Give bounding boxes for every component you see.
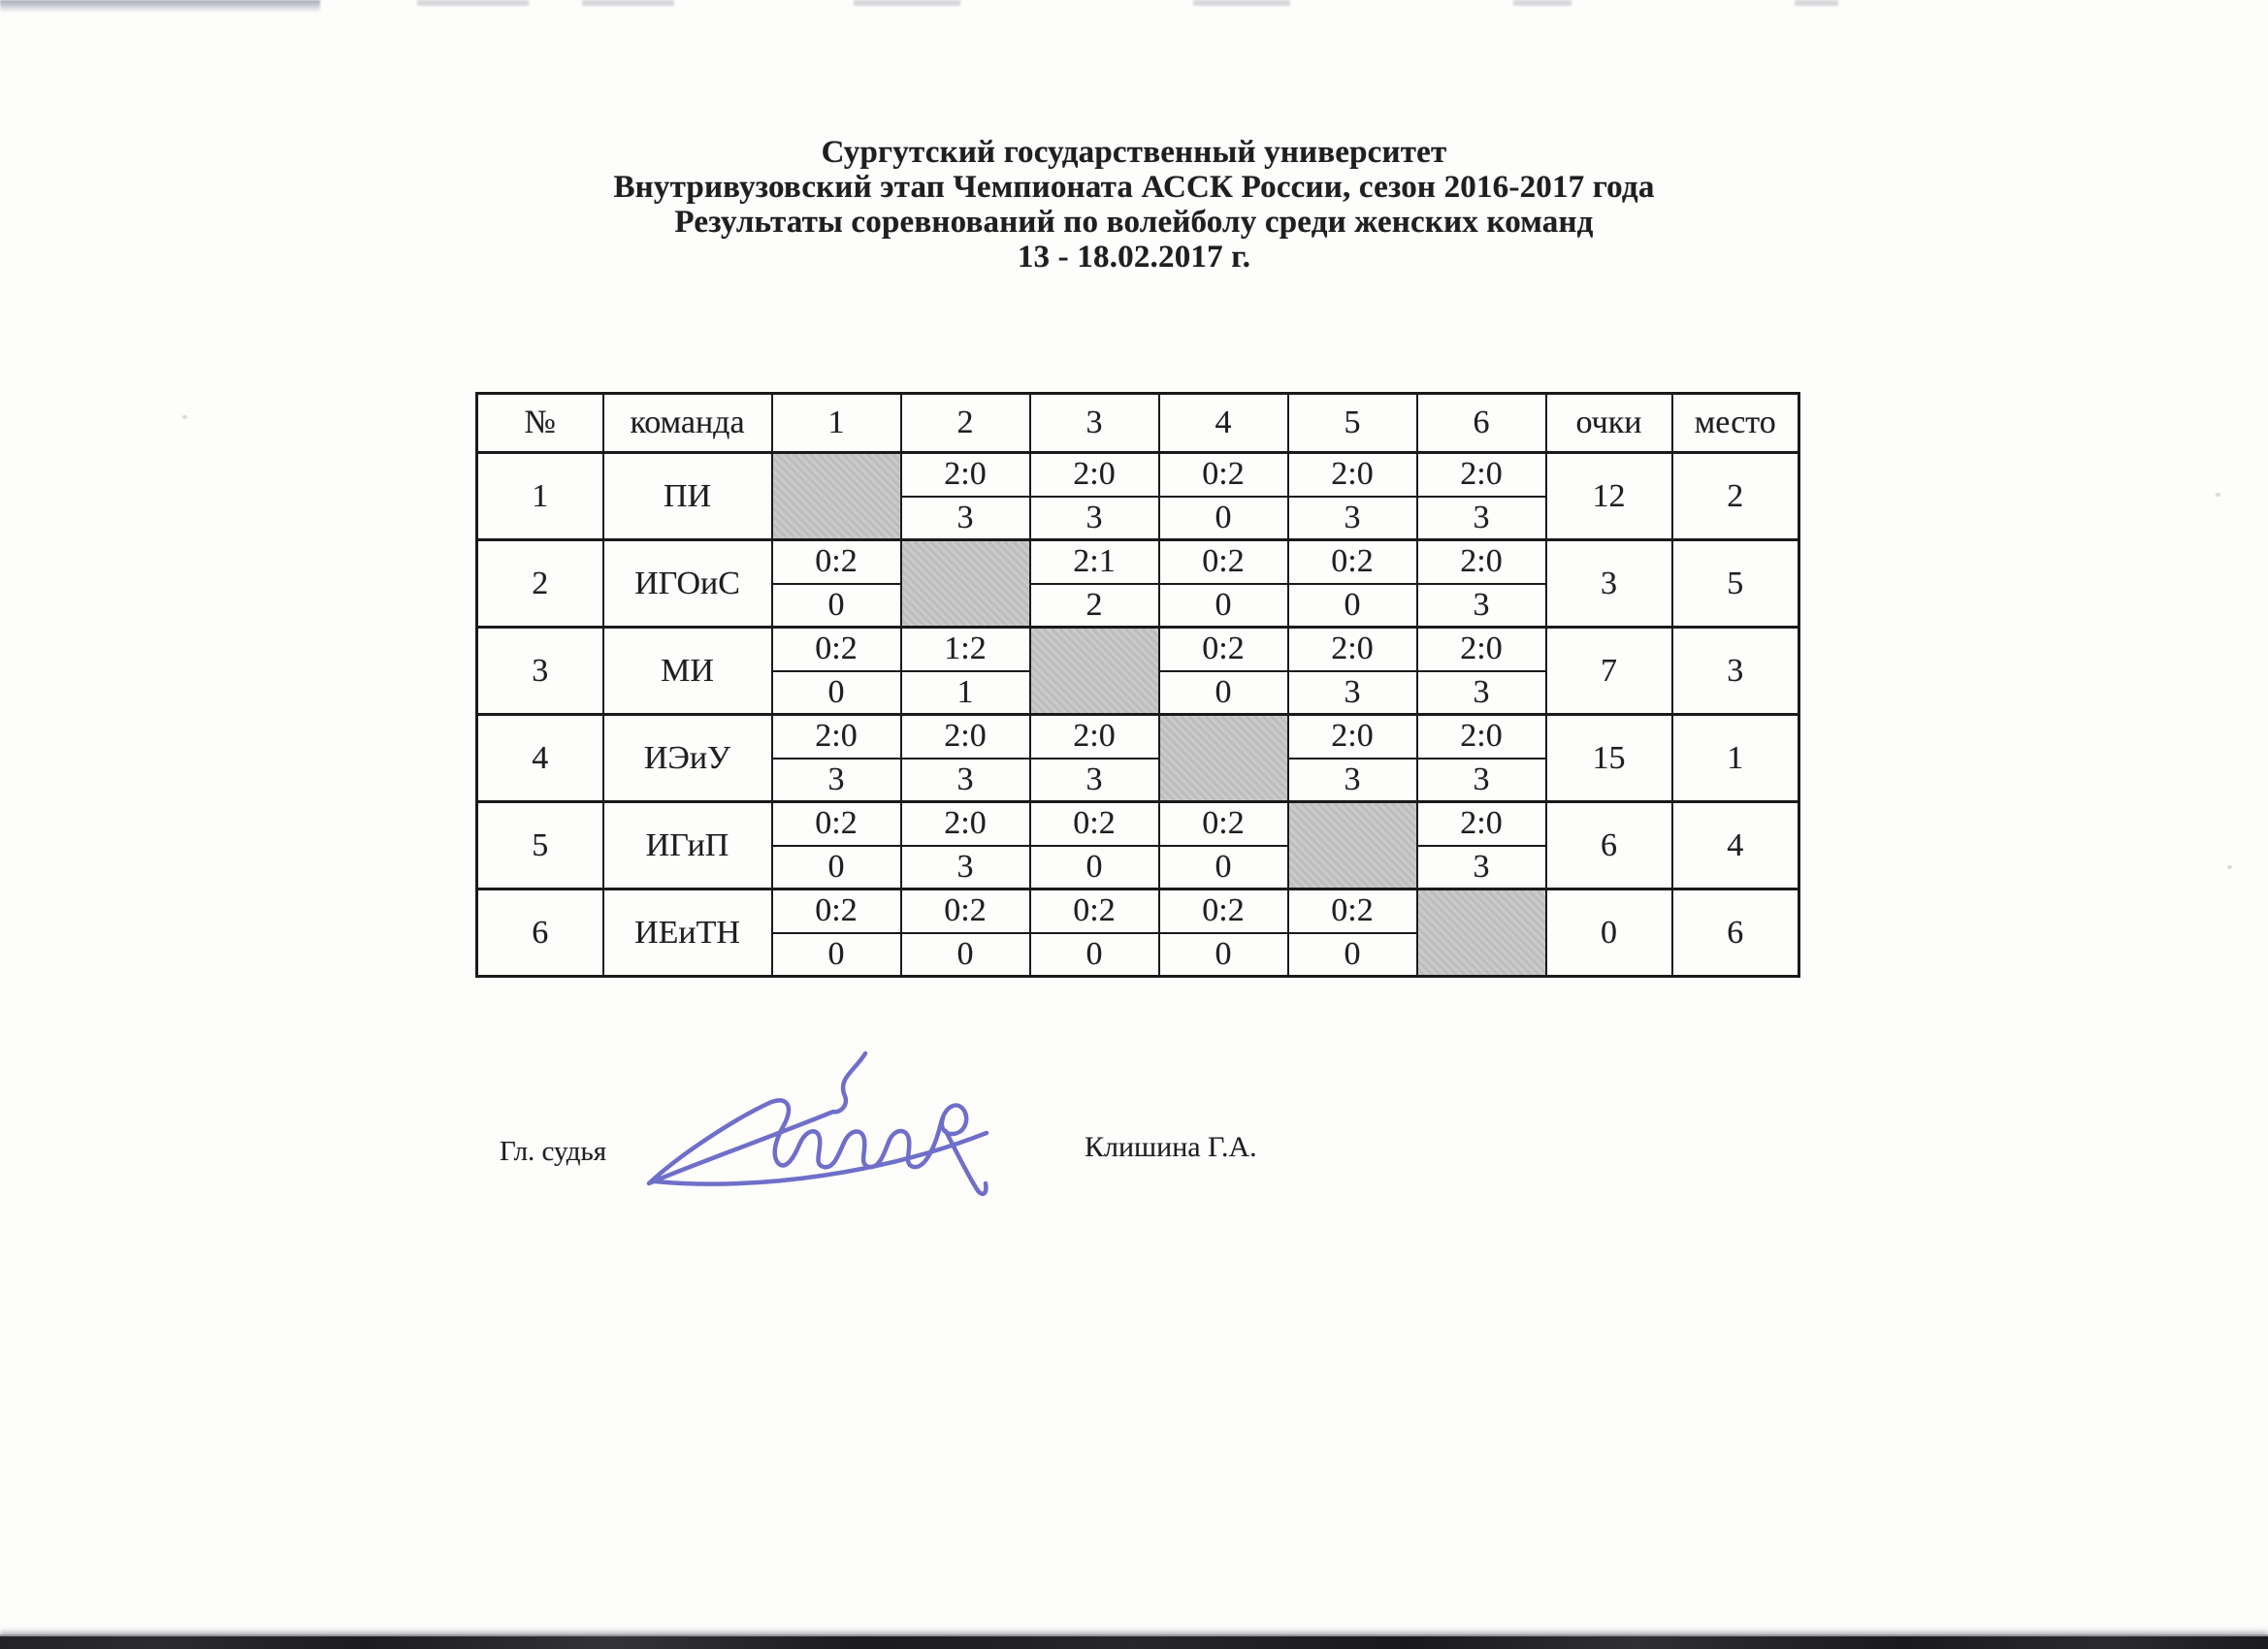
- match-score-cell: 2:0: [1030, 715, 1159, 759]
- match-score-cell: 2:1: [1030, 540, 1159, 584]
- match-score-cell: 2:0: [901, 715, 1030, 759]
- scan-dash: [1193, 0, 1290, 6]
- row-number-cell: 3: [477, 628, 603, 715]
- match-score-cell: 2:0: [1417, 628, 1546, 671]
- column-header-2: 1: [772, 394, 901, 453]
- column-header-4: 3: [1030, 394, 1159, 453]
- match-score-cell: 2:0: [1417, 715, 1546, 759]
- match-score-cell: 0:2: [1159, 628, 1288, 671]
- place-cell: 3: [1672, 628, 1799, 715]
- place-cell: 4: [1672, 802, 1799, 889]
- match-score-cell: 0:2: [1288, 889, 1417, 933]
- match-points-cell: 0: [901, 933, 1030, 977]
- match-points-cell: 0: [1030, 846, 1159, 889]
- match-points-cell: 0: [772, 933, 901, 977]
- scan-smudge-top-left: [0, 0, 320, 13]
- diagonal-shaded-cell: [1159, 715, 1288, 802]
- match-points-cell: 3: [772, 759, 901, 802]
- match-points-cell: 3: [901, 759, 1030, 802]
- match-score-cell: 2:0: [1288, 628, 1417, 671]
- total-points-cell: 7: [1546, 628, 1672, 715]
- judge-label: Гл. судья: [500, 1136, 607, 1167]
- match-score-cell: 2:0: [1417, 540, 1546, 584]
- team-row-5: [477, 802, 1799, 846]
- match-score-cell: 2:0: [901, 802, 1030, 846]
- title-line-2: Внутривузовский этап Чемпионата АССК России, сезон 2016-2017 года: [613, 170, 1655, 205]
- place-cell: 6: [1672, 889, 1799, 977]
- total-points-cell: 12: [1546, 453, 1672, 540]
- match-score-cell: 0:2: [772, 628, 901, 671]
- row-number-cell: 6: [477, 889, 603, 977]
- match-score-cell: 0:2: [1159, 802, 1288, 846]
- match-points-cell: 0: [1288, 933, 1417, 977]
- results-table-header: [477, 394, 1799, 453]
- row-number-cell: 1: [477, 453, 603, 540]
- diagonal-shaded-cell: [772, 453, 901, 540]
- column-header-3: 2: [901, 394, 1030, 453]
- match-score-cell: 2:0: [901, 453, 1030, 497]
- match-points-cell: 0: [1159, 584, 1288, 628]
- match-score-cell: 0:2: [1159, 540, 1288, 584]
- scan-dash: [582, 0, 674, 6]
- judge-name: Клишина Г.А.: [1085, 1131, 1257, 1163]
- team-name-cell: ИГиП: [603, 802, 772, 889]
- diagonal-shaded-cell: [1030, 628, 1159, 715]
- match-score-cell: 0:2: [1159, 889, 1288, 933]
- match-score-cell: 2:0: [772, 715, 901, 759]
- match-points-cell: 1: [901, 671, 1030, 715]
- row-number-cell: 5: [477, 802, 603, 889]
- title-line-3: Результаты соревнований по волейболу среди женских команд: [674, 205, 1594, 240]
- column-header-8: очки: [1546, 394, 1672, 453]
- match-points-cell: 0: [772, 584, 901, 628]
- match-score-cell: 0:2: [1159, 453, 1288, 497]
- row-number-cell: 2: [477, 540, 603, 628]
- column-header-6: 5: [1288, 394, 1417, 453]
- match-score-cell: 0:2: [901, 889, 1030, 933]
- match-points-cell: 0: [772, 671, 901, 715]
- column-header-9: место: [1672, 394, 1799, 453]
- match-points-cell: 2: [1030, 584, 1159, 628]
- column-header-1: команда: [603, 394, 772, 453]
- scan-speck: [2216, 493, 2220, 497]
- match-points-cell: 3: [1288, 671, 1417, 715]
- match-score-cell: 2:0: [1417, 802, 1546, 846]
- total-points-cell: 15: [1546, 715, 1672, 802]
- match-score-cell: 2:0: [1417, 453, 1546, 497]
- match-score-cell: 0:2: [772, 540, 901, 584]
- match-score-cell: 0:2: [772, 889, 901, 933]
- match-score-cell: 0:2: [772, 802, 901, 846]
- match-points-cell: 3: [1288, 759, 1417, 802]
- row-number-cell: 4: [477, 715, 603, 802]
- total-points-cell: 0: [1546, 889, 1672, 977]
- match-points-cell: 3: [1417, 759, 1546, 802]
- match-score-cell: 2:0: [1030, 453, 1159, 497]
- total-points-cell: 3: [1546, 540, 1672, 628]
- match-score-cell: 0:2: [1288, 540, 1417, 584]
- scan-dash: [417, 0, 529, 6]
- place-cell: 2: [1672, 453, 1799, 540]
- team-name-cell: ИЕиТН: [603, 889, 772, 977]
- match-points-cell: 3: [1417, 846, 1546, 889]
- match-points-cell: 0: [1159, 933, 1288, 977]
- match-points-cell: 0: [1288, 584, 1417, 628]
- match-score-cell: 1:2: [901, 628, 1030, 671]
- scan-dash: [1513, 0, 1571, 6]
- match-points-cell: 0: [1159, 497, 1288, 540]
- match-points-cell: 0: [1030, 933, 1159, 977]
- team-row-1: [477, 453, 1799, 497]
- match-points-cell: 3: [1417, 671, 1546, 715]
- scan-dash: [1795, 0, 1838, 6]
- title-line-4: 13 - 18.02.2017 г.: [1017, 240, 1251, 275]
- team-row-3: [477, 628, 1799, 671]
- title-line-1: Сургутский государственный университет: [821, 135, 1447, 170]
- column-header-5: 4: [1159, 394, 1288, 453]
- match-points-cell: 3: [1288, 497, 1417, 540]
- judge-signature: [626, 1044, 999, 1213]
- signature-stroke-main: [649, 1053, 966, 1183]
- scan-speck: [182, 415, 187, 419]
- match-score-cell: 2:0: [1288, 453, 1417, 497]
- match-score-cell: 0:2: [1030, 802, 1159, 846]
- diagonal-shaded-cell: [1288, 802, 1417, 889]
- match-score-cell: 0:2: [1030, 889, 1159, 933]
- diagonal-shaded-cell: [1417, 889, 1546, 977]
- results-table: [475, 392, 1800, 978]
- scan-dash: [854, 0, 960, 6]
- match-points-cell: 3: [1030, 497, 1159, 540]
- place-cell: 1: [1672, 715, 1799, 802]
- document-title: [0, 135, 2268, 275]
- column-header-7: 6: [1417, 394, 1546, 453]
- match-score-cell: 2:0: [1288, 715, 1417, 759]
- column-header-0: №: [477, 394, 603, 453]
- match-points-cell: 0: [1159, 846, 1288, 889]
- team-name-cell: ИЭиУ: [603, 715, 772, 802]
- team-name-cell: МИ: [603, 628, 772, 715]
- match-points-cell: 3: [1417, 584, 1546, 628]
- team-row-6: [477, 889, 1799, 933]
- diagonal-shaded-cell: [901, 540, 1030, 628]
- match-points-cell: 3: [1030, 759, 1159, 802]
- team-name-cell: ПИ: [603, 453, 772, 540]
- scan-strip-bottom: [0, 1634, 2268, 1649]
- team-row-2: [477, 540, 1799, 584]
- scan-speck: [2227, 865, 2232, 869]
- match-points-cell: 3: [901, 497, 1030, 540]
- match-points-cell: 3: [1417, 497, 1546, 540]
- match-points-cell: 0: [772, 846, 901, 889]
- team-row-4: [477, 715, 1799, 759]
- match-points-cell: 3: [901, 846, 1030, 889]
- match-points-cell: 0: [1159, 671, 1288, 715]
- team-name-cell: ИГОиС: [603, 540, 772, 628]
- place-cell: 5: [1672, 540, 1799, 628]
- total-points-cell: 6: [1546, 802, 1672, 889]
